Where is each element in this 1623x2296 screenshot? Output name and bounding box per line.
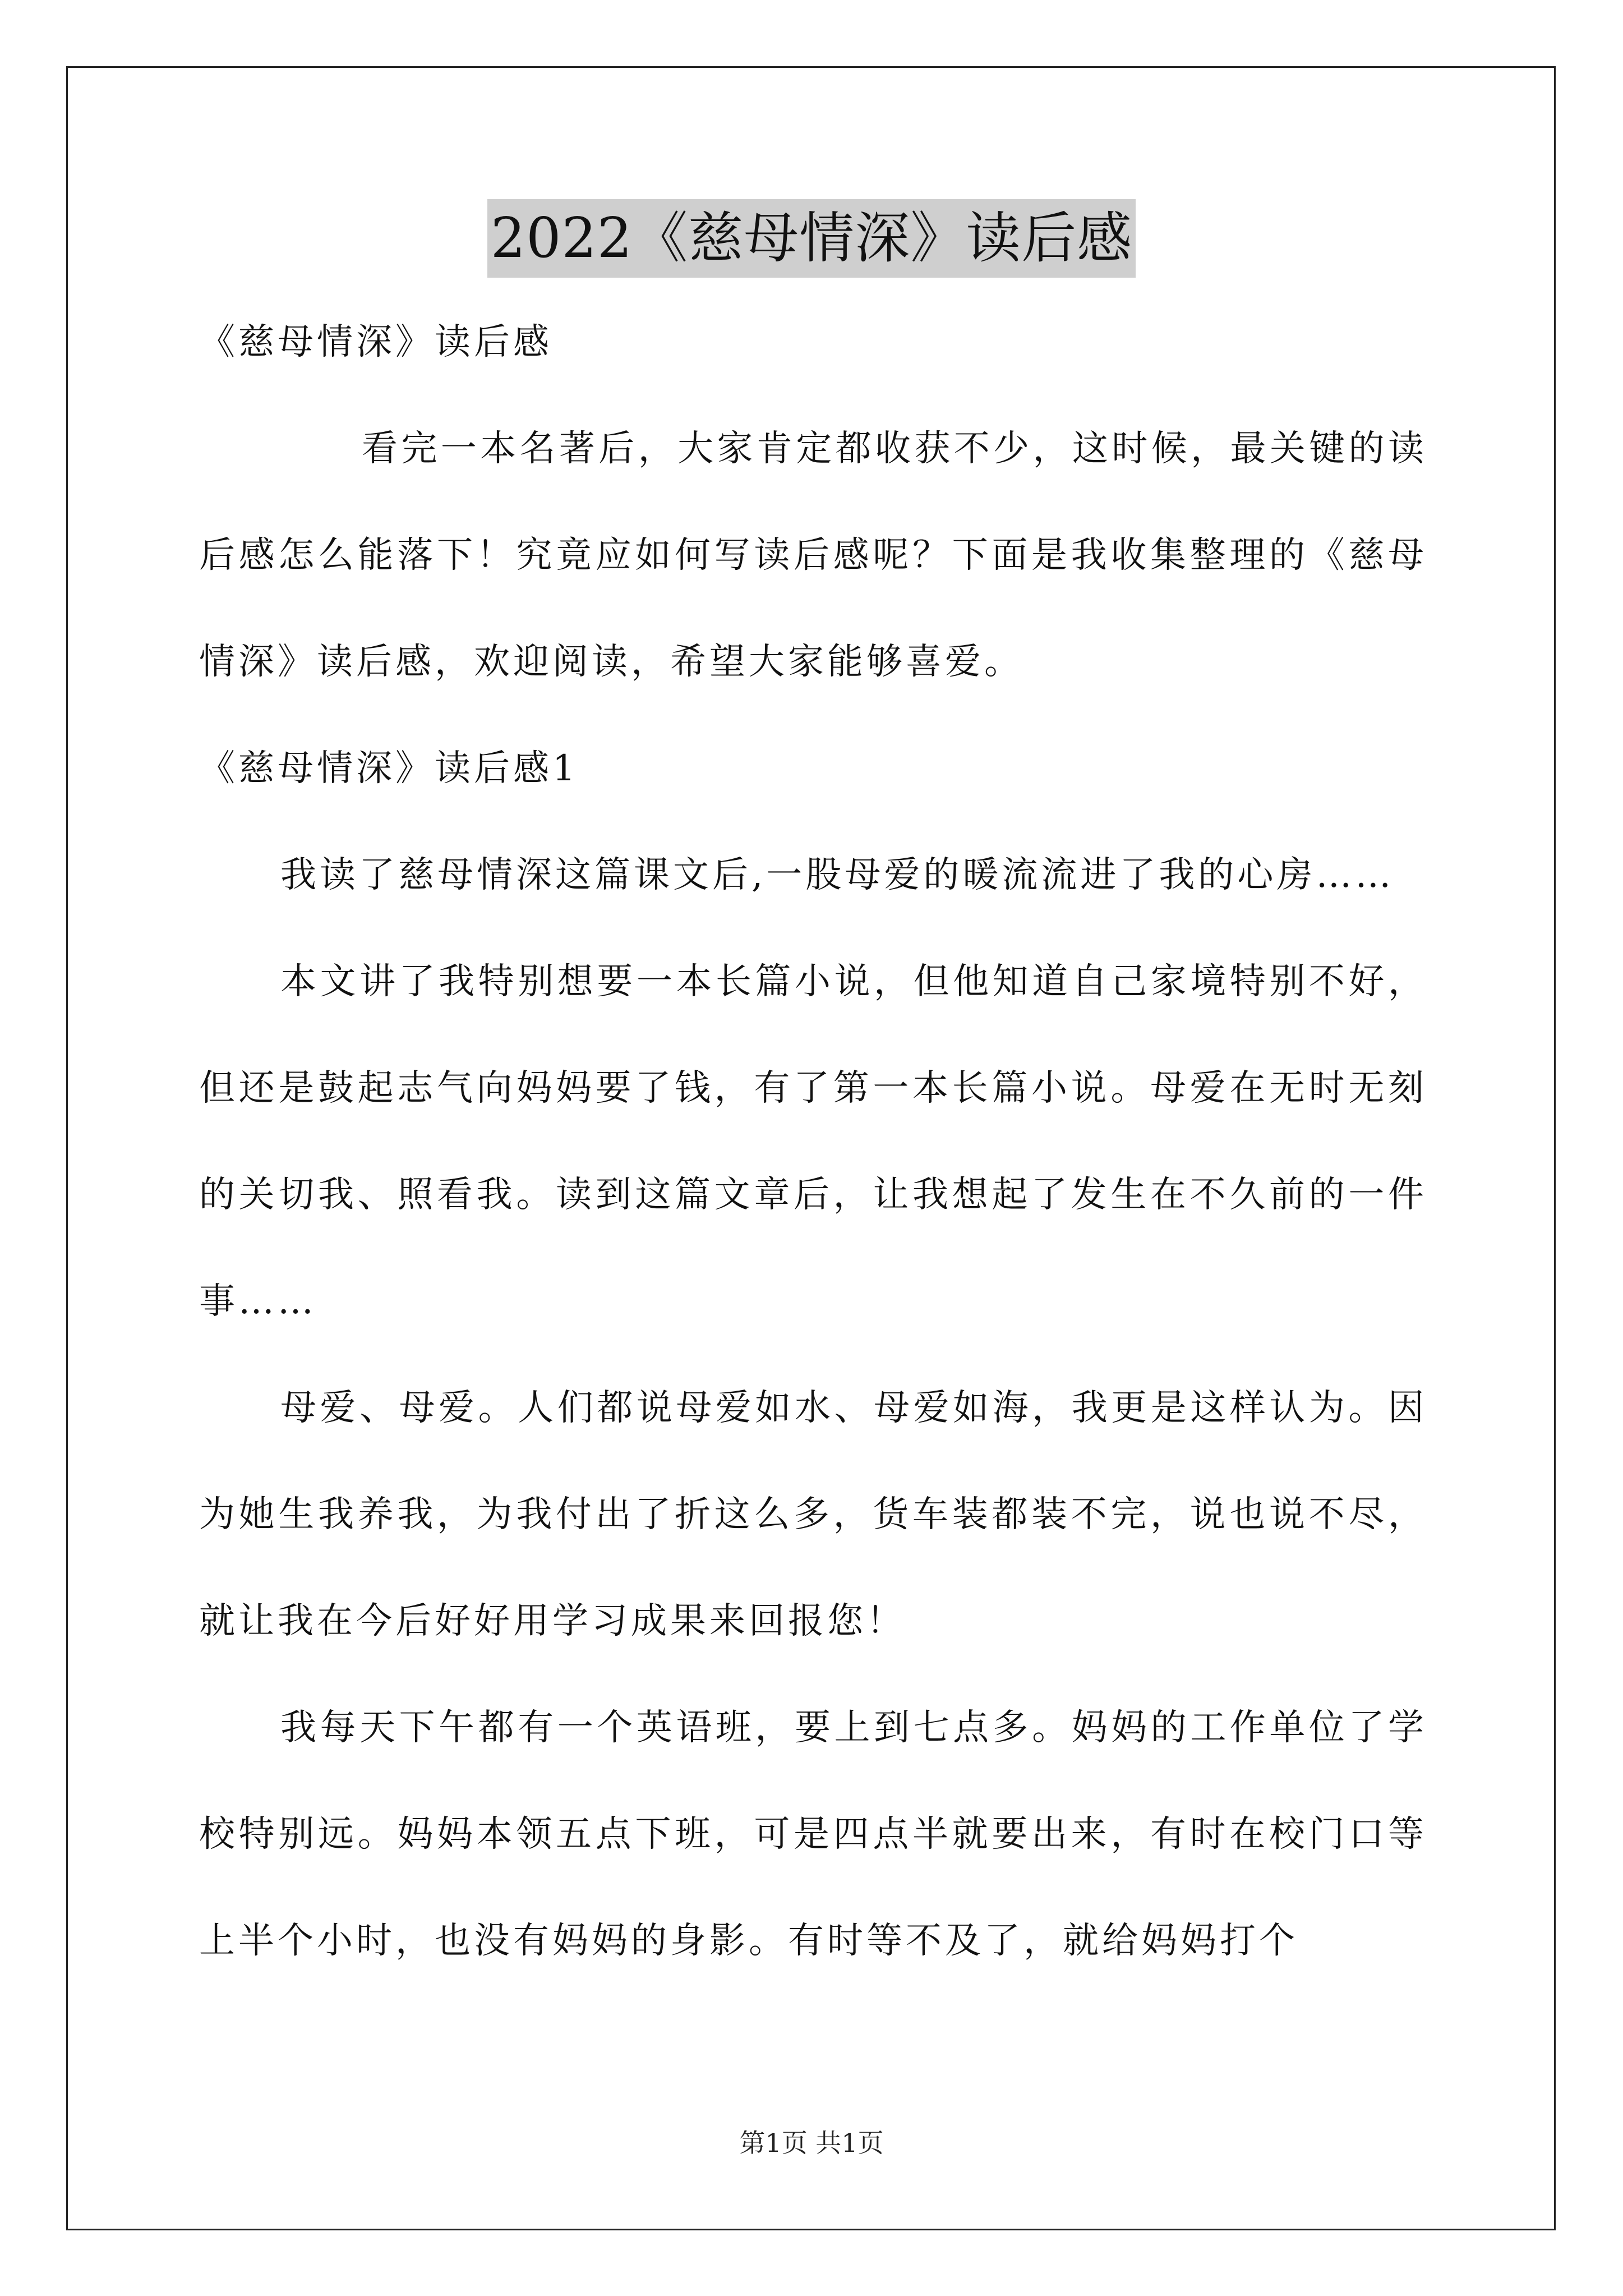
subtitle: 《慈母情深》读后感 <box>199 321 552 363</box>
section-heading: 《慈母情深》读后感1 <box>199 748 579 789</box>
document-body <box>199 289 1427 1994</box>
body-paragraph: 母爱、母爱。人们都说母爱如水、母爱如海，我更是这样认为。因为她生我养我，为我付出了折这么多，货车装都装不完，说也说不尽，就让我在今后好好用学习成果来回报您！ <box>199 1387 1427 1642</box>
body-paragraph: 我读了慈母情深这篇课文后,一股母爱的暖流流进了我的心房…… <box>280 854 1395 896</box>
title-container <box>0 199 1623 278</box>
body-paragraph: 我每天下午都有一个英语班，要上到七点多。妈妈的工作单位了学校特别远。妈妈本领五点下班，可是四点半就要出来，有时在校门口等上半个小时，也没有妈妈的身影。有时等不及了，就给妈妈打个 <box>199 1707 1427 1962</box>
document-title: 2022《慈母情深》读后感 <box>487 199 1136 278</box>
body-paragraph: 本文讲了我特别想要一本长篇小说，但他知道自己家境特别不好，但还是鼓起志气向妈妈要了钱，有了第一本长篇小说。母爱在无时无刻的关切我、照看我。读到这篇文章后，让我想起了发生在不久前的一件事…… <box>199 961 1427 1322</box>
intro-paragraph: 看完一本名著后，大家肯定都收获不少，这时候，最关键的读后感怎么能落下！究竟应如何写读后感呢？下面是我收集整理的《慈母情深》读后感，欢迎阅读，希望大家能够喜爱。 <box>199 428 1427 683</box>
page-footer: 第1页 共1页 <box>739 2128 884 2158</box>
